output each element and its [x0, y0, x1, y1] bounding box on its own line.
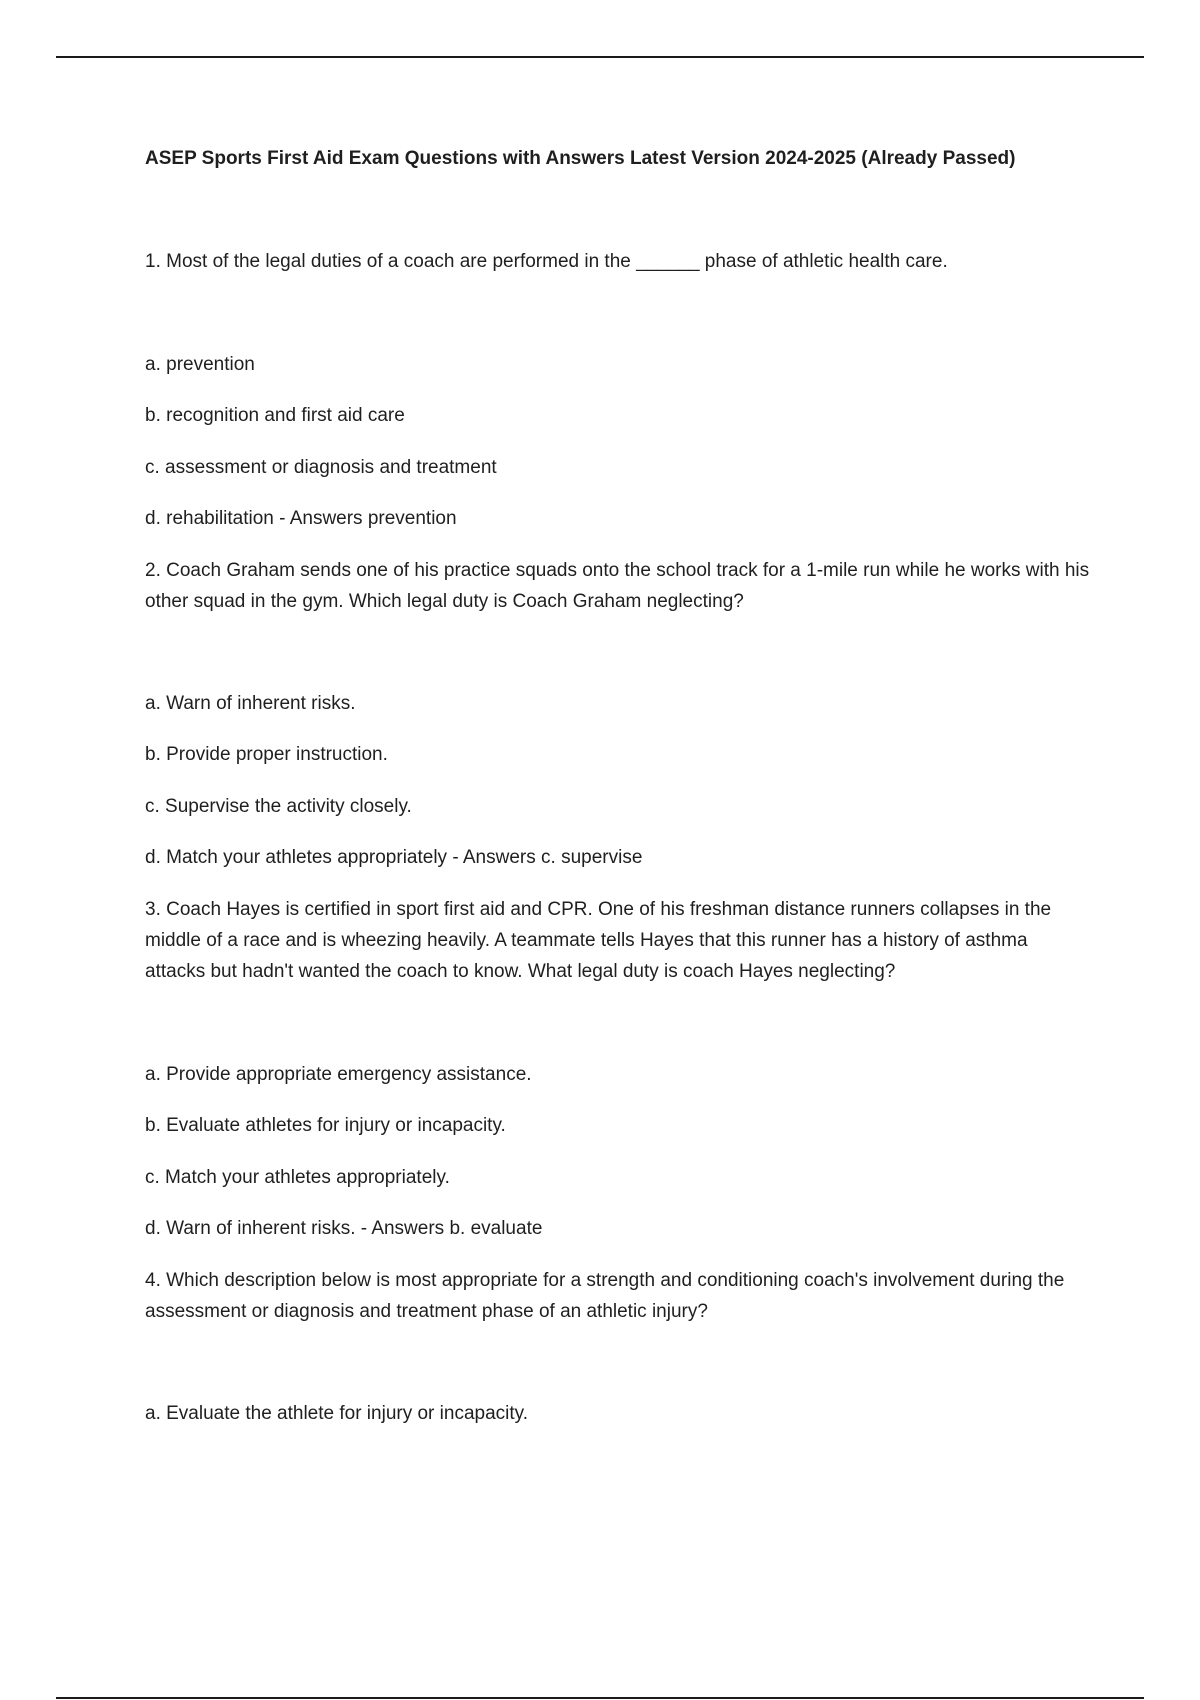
question-3-option-c: c. Match your athletes appropriately. — [145, 1167, 450, 1188]
question-2-prompt: 2. Coach Graham sends one of his practice squads onto the school track for a 1-mile run while he works with his other squad in the gym. Which legal duty is Coach Graham neglecting? — [145, 560, 1090, 612]
question-1-option-a: a. prevention — [145, 354, 255, 375]
question-1-option-c: c. assessment or diagnosis and treatment — [145, 457, 497, 478]
question-1-option-d: d. rehabilitation - Answers prevention — [145, 508, 457, 529]
question-3-option-a: a. Provide appropriate emergency assistance. — [145, 1064, 532, 1085]
question-2-option-d: d. Match your athletes appropriately - Answers c. supervise — [145, 847, 643, 868]
question-3-option-d: d. Warn of inherent risks. - Answers b. evaluate — [145, 1218, 543, 1239]
question-3-prompt: 3. Coach Hayes is certified in sport first aid and CPR. One of his freshman distance runners collapses in the middle of a race and is wheezing heavily. A teammate tells Hayes that this runner has a history of asthma attacks but hadn't wanted the coach to know. What legal duty is coach Hayes neglecting? — [145, 899, 1052, 982]
question-2-option-a: a. Warn of inherent risks. — [145, 693, 356, 714]
header-rule — [56, 56, 1144, 58]
document-title: ASEP Sports First Aid Exam Questions with Answers Latest Version 2024-2025 (Already Passed) — [145, 148, 1016, 169]
question-4-option-a: a. Evaluate the athlete for injury or incapacity. — [145, 1403, 529, 1424]
question-2-option-c: c. Supervise the activity closely. — [145, 796, 412, 817]
footer-rule — [56, 1697, 1144, 1699]
question-2-option-b: b. Provide proper instruction. — [145, 744, 388, 765]
question-4-prompt: 4. Which description below is most appropriate for a strength and conditioning coach's involvement during the assessment or diagnosis and treatment phase of an athletic injury? — [145, 1270, 1065, 1322]
question-1-prompt: 1. Most of the legal duties of a coach are performed in the ______ phase of athletic health care. — [145, 251, 948, 272]
question-3-option-b: b. Evaluate athletes for injury or incapacity. — [145, 1115, 506, 1136]
question-1-option-b: b. recognition and first aid care — [145, 405, 405, 426]
